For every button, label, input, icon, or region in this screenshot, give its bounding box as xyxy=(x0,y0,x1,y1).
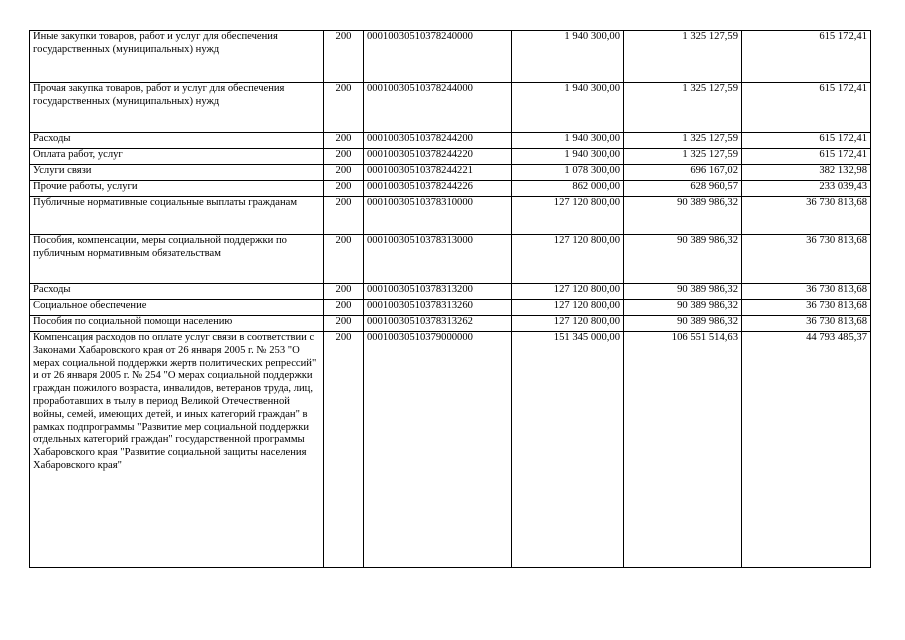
unexecuted-amount: 615 172,41 xyxy=(742,31,871,83)
expense-name: Прочие работы, услуги xyxy=(30,181,324,197)
budget-execution-table xyxy=(29,30,871,568)
classification-code: 00010030510378244200 xyxy=(364,133,512,149)
classification-code: 00010030510378313000 xyxy=(364,235,512,284)
table-row xyxy=(30,149,871,165)
executed-amount: 696 167,02 xyxy=(624,165,742,181)
unexecuted-amount: 615 172,41 xyxy=(742,83,871,133)
table-row xyxy=(30,165,871,181)
executed-amount: 106 551 514,63 xyxy=(624,332,742,568)
executed-amount: 90 389 986,32 xyxy=(624,197,742,235)
expense-name: Прочая закупка товаров, работ и услуг для обеспечения государственных (муниципальных) нужд xyxy=(30,83,324,133)
table-row xyxy=(30,332,871,568)
expense-name: Расходы xyxy=(30,284,324,300)
unexecuted-amount: 36 730 813,68 xyxy=(742,284,871,300)
table-row xyxy=(30,83,871,133)
unexecuted-amount: 36 730 813,68 xyxy=(742,316,871,332)
approved-amount: 127 120 800,00 xyxy=(512,316,624,332)
executed-amount: 90 389 986,32 xyxy=(624,235,742,284)
table-row xyxy=(30,235,871,284)
classification-code: 00010030510379000000 xyxy=(364,332,512,568)
line-code: 200 xyxy=(324,149,364,165)
approved-amount: 151 345 000,00 xyxy=(512,332,624,568)
expense-name: Пособия, компенсации, меры социальной поддержки по публичным нормативным обязательствам xyxy=(30,235,324,284)
expense-name: Иные закупки товаров, работ и услуг для обеспечения государственных (муниципальных) нужд xyxy=(30,31,324,83)
executed-amount: 90 389 986,32 xyxy=(624,284,742,300)
line-code: 200 xyxy=(324,235,364,284)
expense-name: Пособия по социальной помощи населению xyxy=(30,316,324,332)
line-code: 200 xyxy=(324,197,364,235)
executed-amount: 90 389 986,32 xyxy=(624,300,742,316)
approved-amount: 127 120 800,00 xyxy=(512,197,624,235)
line-code: 200 xyxy=(324,316,364,332)
approved-amount: 1 078 300,00 xyxy=(512,165,624,181)
table-row xyxy=(30,284,871,300)
table-row xyxy=(30,300,871,316)
unexecuted-amount: 382 132,98 xyxy=(742,165,871,181)
executed-amount: 1 325 127,59 xyxy=(624,133,742,149)
line-code: 200 xyxy=(324,165,364,181)
unexecuted-amount: 233 039,43 xyxy=(742,181,871,197)
unexecuted-amount: 615 172,41 xyxy=(742,149,871,165)
executed-amount: 628 960,57 xyxy=(624,181,742,197)
approved-amount: 862 000,00 xyxy=(512,181,624,197)
table-row xyxy=(30,197,871,235)
expense-name: Услуги связи xyxy=(30,165,324,181)
line-code: 200 xyxy=(324,83,364,133)
executed-amount: 1 325 127,59 xyxy=(624,149,742,165)
line-code: 200 xyxy=(324,31,364,83)
classification-code: 00010030510378244226 xyxy=(364,181,512,197)
table-row xyxy=(30,133,871,149)
expense-name: Оплата работ, услуг xyxy=(30,149,324,165)
unexecuted-amount: 36 730 813,68 xyxy=(742,300,871,316)
line-code: 200 xyxy=(324,300,364,316)
approved-amount: 1 940 300,00 xyxy=(512,149,624,165)
unexecuted-amount: 36 730 813,68 xyxy=(742,197,871,235)
executed-amount: 90 389 986,32 xyxy=(624,316,742,332)
expense-name: Социальное обеспечение xyxy=(30,300,324,316)
approved-amount: 127 120 800,00 xyxy=(512,284,624,300)
line-code: 200 xyxy=(324,181,364,197)
expense-name: Публичные нормативные социальные выплаты гражданам xyxy=(30,197,324,235)
table-row xyxy=(30,31,871,83)
table-row xyxy=(30,316,871,332)
classification-code: 00010030510378244220 xyxy=(364,149,512,165)
executed-amount: 1 325 127,59 xyxy=(624,83,742,133)
line-code: 200 xyxy=(324,332,364,568)
unexecuted-amount: 44 793 485,37 xyxy=(742,332,871,568)
classification-code: 00010030510378310000 xyxy=(364,197,512,235)
classification-code: 00010030510378244000 xyxy=(364,83,512,133)
table-row xyxy=(30,181,871,197)
classification-code: 00010030510378313200 xyxy=(364,284,512,300)
approved-amount: 127 120 800,00 xyxy=(512,235,624,284)
expense-name: Расходы xyxy=(30,133,324,149)
executed-amount: 1 325 127,59 xyxy=(624,31,742,83)
classification-code: 00010030510378244221 xyxy=(364,165,512,181)
expense-name: Компенсация расходов по оплате услуг связи в соответствии с Законами Хабаровского края от 26 января 2005 г. № 253 "О мерах социальной поддержки жертв политических репрессий" и от 26 января 2005 г. № 254 "О мерах социальной поддержки граждан пожилого возраста, инвалидов, ветеранов труда, лиц, проработавших в тылу в период Великой Отечественной войны, семей, имеющих детей, и иных категорий граждан" в рамках подпрограммы "Развитие мер социальной поддержки отдельных категорий граждан" государственной программы Хабаровского края "Развитие социальной защиты населения Хабаровского края" xyxy=(30,332,324,568)
unexecuted-amount: 615 172,41 xyxy=(742,133,871,149)
line-code: 200 xyxy=(324,133,364,149)
line-code: 200 xyxy=(324,284,364,300)
classification-code: 00010030510378240000 xyxy=(364,31,512,83)
approved-amount: 127 120 800,00 xyxy=(512,300,624,316)
approved-amount: 1 940 300,00 xyxy=(512,133,624,149)
unexecuted-amount: 36 730 813,68 xyxy=(742,235,871,284)
classification-code: 00010030510378313262 xyxy=(364,316,512,332)
approved-amount: 1 940 300,00 xyxy=(512,31,624,83)
classification-code: 00010030510378313260 xyxy=(364,300,512,316)
approved-amount: 1 940 300,00 xyxy=(512,83,624,133)
